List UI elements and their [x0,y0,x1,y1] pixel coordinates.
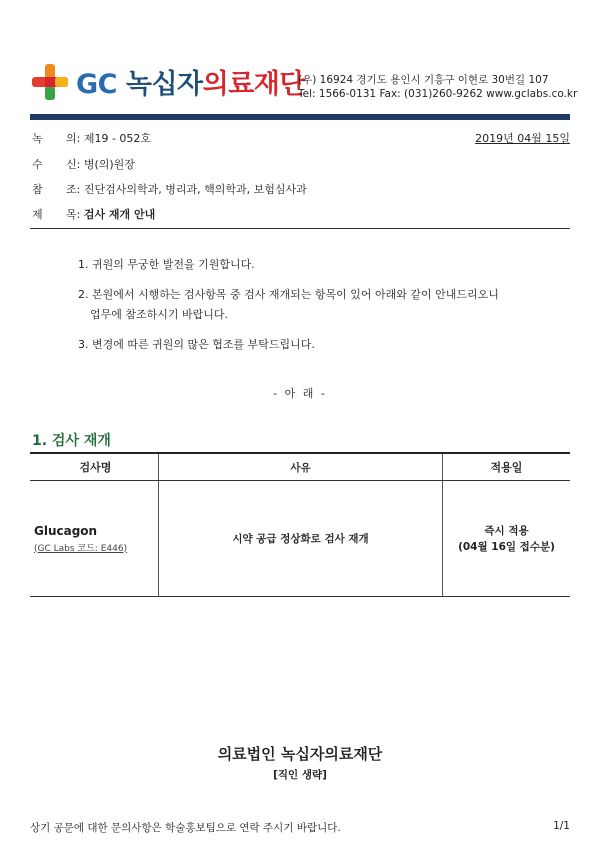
apply-immediate: 즉시 적용 [484,524,529,537]
cell-apply-date [443,481,571,597]
cell-reason: 시약 공급 정상화로 검사 재개 [159,481,443,597]
subject-prefix: 목: [66,208,84,221]
header-contact: Tel: 1566-0131 Fax: (031)260-9262 www.gclabs.co.kr [298,88,578,100]
paragraph-1: 1. 귀원의 무궁한 발전을 기원합니다. [78,258,255,271]
meta-divider [30,228,570,229]
subject-row [32,206,155,222]
section-title: 1. 검사 재개 [32,433,111,449]
header-address: (우) 16924 경기도 용인시 기흥구 이현로 30번길 107 [298,74,549,86]
header-apply-date: 적용일 [443,453,571,481]
footer-note: 상기 공문에 대한 문의사항은 학술홍보팀으로 연락 주시기 바랍니다. [30,822,341,834]
recipient-key: 수 [32,158,43,171]
test-code: (GC Labs 코드: E446) [34,543,128,554]
arae-marker: - 아 래 - [273,387,327,400]
subject-key: 제 [32,208,43,221]
cell-test-name [30,481,159,597]
recipient: 신: 병(의)원장 [66,158,135,171]
test-name: Glucagon [34,523,98,538]
header-test-name: 검사명 [30,453,159,481]
page-number: 1/1 [553,820,570,832]
logo-name-b: 의료재단 [202,69,305,100]
subject: 검사 재개 안내 [83,208,156,221]
paragraph-3: 3. 변경에 따른 귀원의 많은 협조를 부탁드립니다. [78,338,315,351]
doc-number-row [32,130,151,146]
resumption-table [30,452,570,597]
logo-name-a: 녹십자 [125,69,203,100]
doc-date: 2019년 04월 15일 [475,132,570,145]
paragraph-2b: 업무에 참조하시기 바랍니다. [90,308,229,321]
doc-number-key: 녹 [32,132,43,145]
header-bar [30,114,570,120]
seal-omitted: [직인 생략] [273,769,327,781]
issuer-org: 의료법인 녹십자의료재단 [217,745,383,763]
reference-row [32,181,307,197]
reference: 조: 진단검사의학과, 병리과, 핵의학과, 보험심사과 [66,183,307,196]
header-reason: 사유 [159,453,443,481]
doc-number: 의: 제19 - 052호 [66,132,152,145]
table-header-row [30,453,570,481]
logo-wordmark [76,62,305,101]
apply-received: (04월 16일 접수분) [458,540,555,553]
logo-gc: GC [76,69,117,100]
gc-cross-logo-icon [32,64,68,100]
paragraph-2a: 2. 본원에서 시행하는 검사항목 중 검사 재개되는 항목이 있어 아래와 같이 안내드리오니 [78,288,499,301]
table-row [30,481,570,597]
reference-key: 참 [32,183,43,196]
recipient-row [32,156,135,172]
